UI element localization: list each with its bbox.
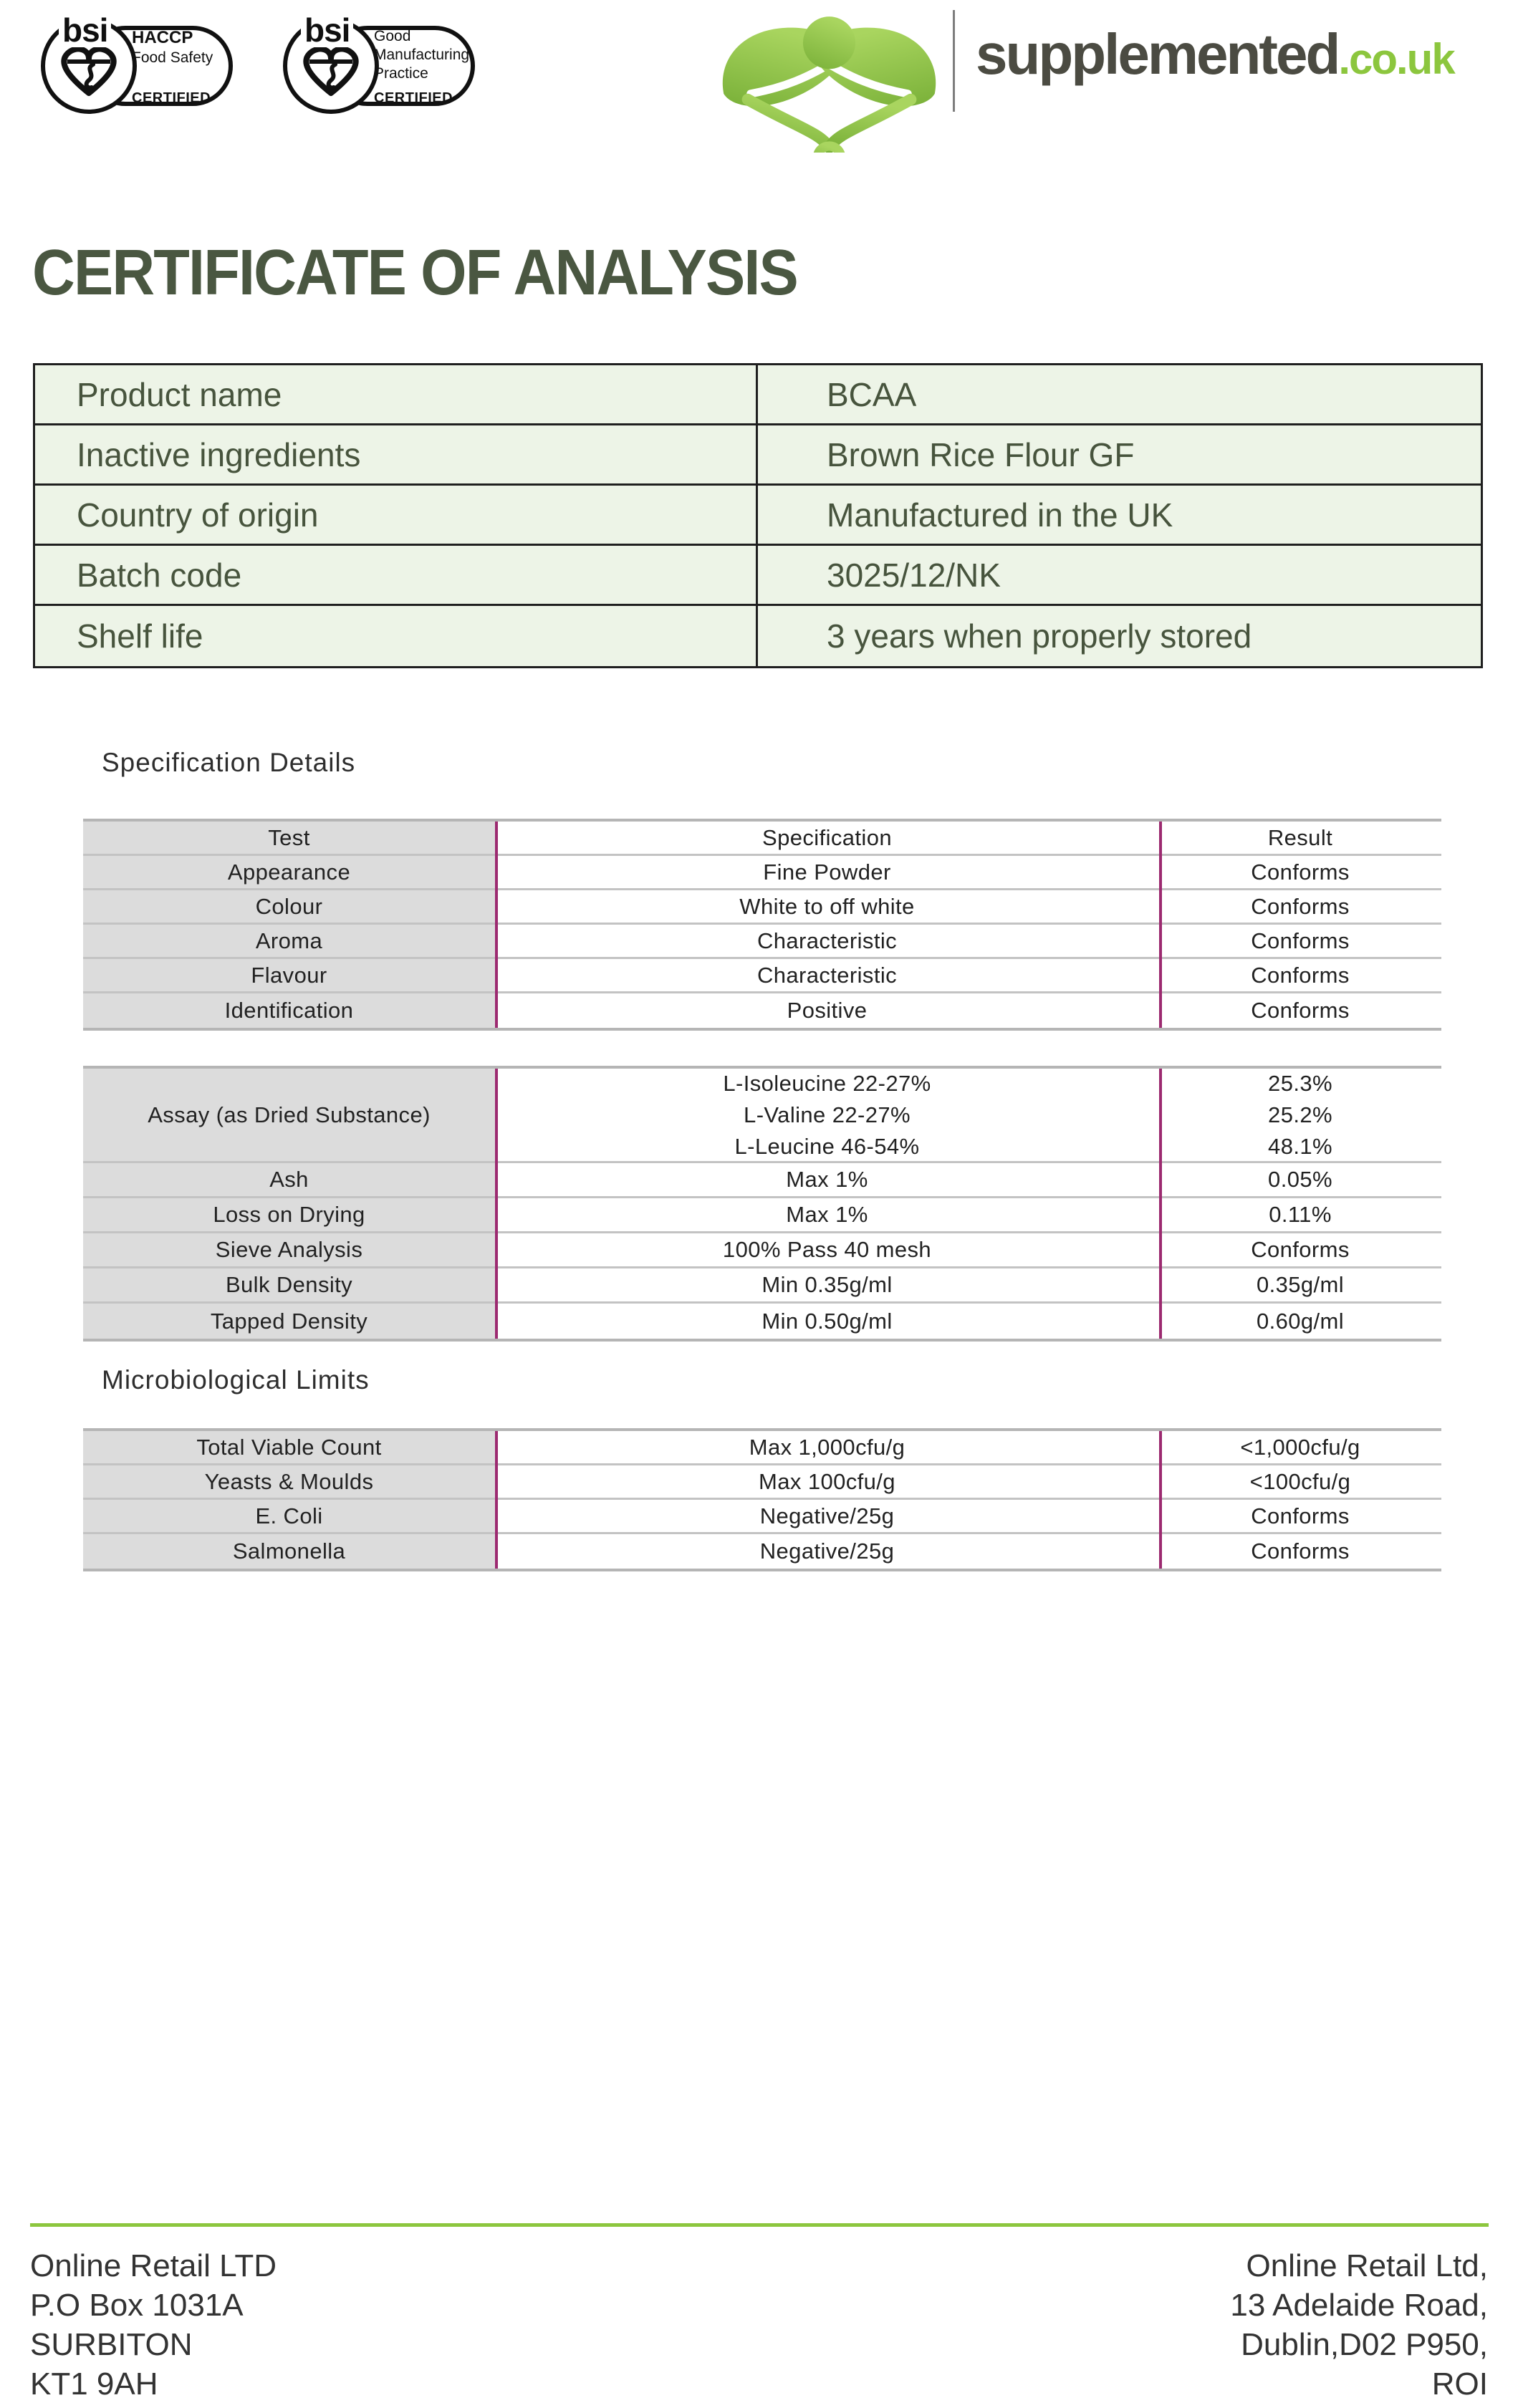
- certified-label: CERTIFIED: [374, 90, 453, 106]
- footer-divider: [30, 2223, 1489, 2227]
- spec-specification: Max 1%: [495, 1198, 1159, 1233]
- product-info-table: [33, 363, 1483, 668]
- assay-spec-line: L-Valine 22-27%: [744, 1102, 911, 1127]
- micro-specification: Max 1,000cfu/g: [495, 1431, 1159, 1465]
- micro-result: <1,000cfu/g: [1159, 1431, 1441, 1465]
- product-info-label: Shelf life: [35, 606, 758, 666]
- spec-result: Conforms: [1251, 998, 1350, 1023]
- column-header-specification: Specification: [495, 822, 1159, 856]
- product-info-value: Brown Rice Flour GF: [758, 425, 1481, 486]
- micro-test: Total Viable Count: [83, 1431, 495, 1465]
- spec-specification: Min 0.50g/ml: [762, 1308, 893, 1334]
- micro-result: Conforms: [1159, 1500, 1441, 1534]
- badge-scheme-name2: Manufacturing: [374, 47, 470, 63]
- specification-table: [83, 819, 1441, 1031]
- footer-line: Online Retail Ltd,: [1246, 2248, 1488, 2283]
- product-info-value: Manufactured in the UK: [758, 486, 1481, 546]
- column-header-test: Test: [83, 822, 495, 856]
- assay-result-line: 48.1%: [1268, 1133, 1332, 1159]
- micro-test: Yeasts & Moulds: [83, 1465, 495, 1500]
- brand-wordmark: [976, 21, 1454, 87]
- product-info-value: BCAA: [758, 365, 1481, 425]
- footer-line: ROI: [1431, 2366, 1488, 2402]
- table-divider: [495, 822, 498, 1028]
- spec-test: Appearance: [83, 856, 495, 890]
- spec-test: Loss on Drying: [83, 1198, 495, 1233]
- spec-specification: Positive: [787, 998, 868, 1023]
- badge-scheme-name: Good: [374, 28, 411, 44]
- footer-line: KT1 9AH: [30, 2366, 158, 2402]
- micro-result: Conforms: [1251, 1538, 1350, 1564]
- micro-specification: Negative/25g: [759, 1538, 895, 1564]
- micro-test: E. Coli: [83, 1500, 495, 1534]
- table-divider: [1159, 1431, 1162, 1569]
- spec-result: Conforms: [1159, 925, 1441, 959]
- product-info-value: 3 years when properly stored: [827, 617, 1252, 655]
- spec-test: Flavour: [83, 959, 495, 993]
- table-divider: [1159, 822, 1162, 1028]
- spec-test: Identification: [83, 993, 495, 1028]
- bsi-haccp-badge: [23, 10, 241, 121]
- spec-test: Aroma: [83, 925, 495, 959]
- spec-result: Conforms: [1159, 959, 1441, 993]
- assay-spec-line: L-Leucine 46-54%: [734, 1133, 920, 1159]
- assay-result-line: 25.3%: [1268, 1070, 1332, 1096]
- spec-specification: Max 1%: [495, 1163, 1159, 1198]
- brand-tld: .co.uk: [1338, 35, 1454, 83]
- badge-scheme-sub: Food Safety: [132, 49, 213, 66]
- table-divider: [495, 1069, 498, 1339]
- spec-result: Conforms: [1159, 856, 1441, 890]
- footer-line: Dublin,D02 P950,: [1241, 2327, 1488, 2362]
- badge-scheme-name: HACCP: [132, 28, 193, 47]
- specification-details-heading: Specification Details: [102, 748, 356, 777]
- spec-test: Tapped Density: [83, 1304, 495, 1339]
- footer-line: SURBITON: [30, 2327, 193, 2362]
- footer-line: P.O Box 1031A: [30, 2288, 244, 2323]
- assay-spec-line: L-Isoleucine 22-27%: [723, 1070, 931, 1096]
- spec-specification: Min 0.35g/ml: [495, 1268, 1159, 1304]
- spec-specification: 100% Pass 40 mesh: [495, 1233, 1159, 1268]
- spec-result: 0.11%: [1159, 1198, 1441, 1233]
- spec-test: Ash: [83, 1163, 495, 1198]
- bsi-gmp-badge: [265, 10, 484, 121]
- footer-address-right: [1230, 2246, 1488, 2404]
- spec-test: Colour: [83, 890, 495, 925]
- table-divider: [1159, 1069, 1162, 1339]
- product-info-label: Inactive ingredients: [35, 425, 758, 486]
- certified-label: CERTIFIED: [132, 90, 211, 106]
- assay-table: [83, 1066, 1441, 1342]
- spec-result: 0.05%: [1159, 1163, 1441, 1198]
- spec-specification: Characteristic: [495, 959, 1159, 993]
- spec-result: 0.60g/ml: [1256, 1308, 1345, 1334]
- brand-name: supplemented: [976, 22, 1339, 86]
- product-info-value: 3025/12/NK: [758, 546, 1481, 606]
- footer-line: 13 Adelaide Road,: [1230, 2288, 1488, 2323]
- logo-divider: [953, 10, 955, 112]
- spec-specification: White to off white: [495, 890, 1159, 925]
- spec-test: Bulk Density: [83, 1268, 495, 1304]
- bsi-wordmark: bsi: [301, 13, 353, 47]
- footer-line: Online Retail LTD: [30, 2248, 277, 2283]
- badge-scheme-name3: Practice: [374, 65, 428, 82]
- product-info-label: Country of origin: [35, 486, 758, 546]
- column-header-result: Result: [1159, 822, 1441, 856]
- spec-result: 0.35g/ml: [1159, 1268, 1441, 1304]
- supplemented-leaf-logo-icon: [713, 6, 946, 153]
- spec-result: Conforms: [1159, 890, 1441, 925]
- spec-specification: Fine Powder: [495, 856, 1159, 890]
- assay-test: Assay (as Dried Substance): [83, 1069, 495, 1163]
- spec-test: Sieve Analysis: [83, 1233, 495, 1268]
- spec-specification: Characteristic: [495, 925, 1159, 959]
- product-info-label: Product name: [35, 365, 758, 425]
- product-info-label: Batch code: [35, 546, 758, 606]
- micro-specification: Negative/25g: [495, 1500, 1159, 1534]
- page-title: CERTIFICATE OF ANALYSIS: [32, 237, 797, 309]
- spec-result: Conforms: [1159, 1233, 1441, 1268]
- micro-result: <100cfu/g: [1159, 1465, 1441, 1500]
- footer-address-left: [30, 2246, 277, 2404]
- microbiological-table: [83, 1428, 1441, 1571]
- assay-result: [1159, 1069, 1441, 1163]
- bsi-wordmark: bsi: [59, 13, 111, 47]
- micro-specification: Max 100cfu/g: [495, 1465, 1159, 1500]
- assay-specification: [495, 1069, 1159, 1163]
- microbiological-limits-heading: Microbiological Limits: [102, 1365, 370, 1395]
- table-divider: [495, 1431, 498, 1569]
- assay-result-line: 25.2%: [1268, 1102, 1332, 1127]
- micro-test: Salmonella: [83, 1534, 495, 1569]
